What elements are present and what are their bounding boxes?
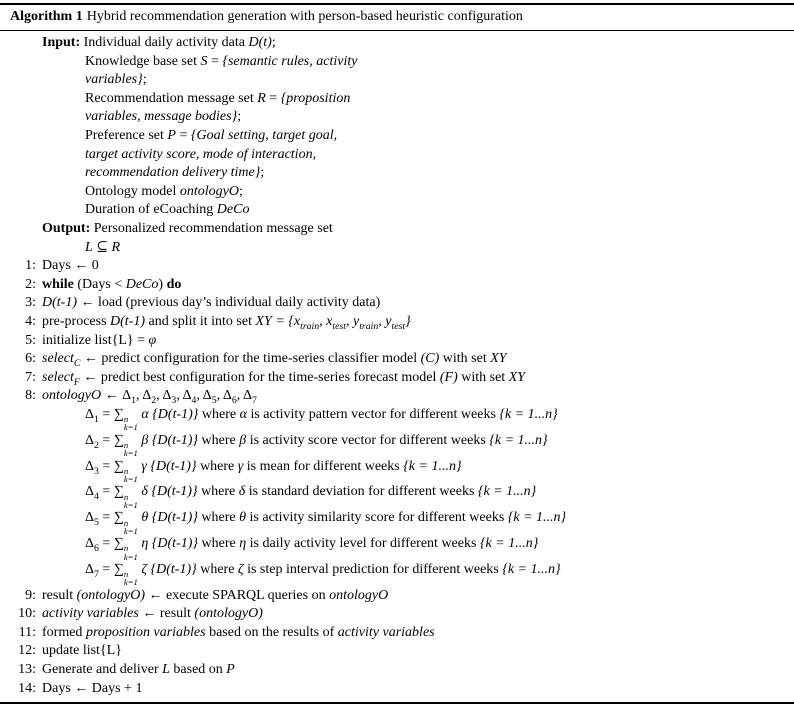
text-segment: = xyxy=(265,90,281,106)
text-segment: F xyxy=(73,376,80,388)
line-content xyxy=(42,387,786,406)
text-segment: = xyxy=(98,510,114,526)
text-segment: ∑ xyxy=(113,458,124,474)
text-segment: R xyxy=(257,90,266,106)
algorithm-text-line xyxy=(10,164,786,183)
algorithm-text-line xyxy=(10,71,786,90)
algorithm-step-line xyxy=(10,276,786,295)
line-content xyxy=(42,257,786,276)
line-content xyxy=(42,127,786,146)
text-segment xyxy=(124,544,138,561)
algorithm-text-line xyxy=(10,34,786,53)
text-segment: variables, message bodies} xyxy=(85,109,238,125)
text-segment: activity variables xyxy=(42,606,139,622)
text-segment: is standard deviation for different weeks xyxy=(245,484,478,500)
text-segment: ∑ xyxy=(113,432,124,448)
algorithm-step-line xyxy=(10,587,786,606)
text-segment: ontologyO xyxy=(42,388,102,404)
algorithm-text-line xyxy=(10,146,786,165)
text-segment: , y xyxy=(378,313,392,329)
text-segment: η xyxy=(239,536,247,552)
sum-lower-limit: k=1 xyxy=(123,525,138,536)
text-segment: ∑ xyxy=(113,406,124,422)
text-segment: , Δ xyxy=(176,388,192,404)
text-segment: 3 xyxy=(171,395,177,407)
text-segment: with set xyxy=(439,351,491,367)
text-segment: update list{L} xyxy=(42,643,122,659)
text-segment: formed xyxy=(42,624,86,640)
text-segment: C xyxy=(73,357,81,369)
line-content xyxy=(42,332,786,351)
text-segment: Duration of eCoaching xyxy=(85,202,217,218)
line-number: 10: xyxy=(18,606,36,622)
text-segment: D(t-1) xyxy=(110,313,146,329)
text-segment: Input: xyxy=(42,35,84,50)
text-segment: where xyxy=(196,458,238,474)
text-segment: initialize list{L} = xyxy=(42,332,149,348)
text-segment: , Δ xyxy=(136,388,152,404)
text-segment: is activity similarity score for different weeks xyxy=(246,510,508,526)
algorithm-step-line xyxy=(10,332,786,351)
text-segment: {proposition xyxy=(280,90,351,106)
text-segment: α {D(t-1)} xyxy=(141,406,199,422)
sum-lower-limit: k=1 xyxy=(123,551,138,562)
line-content xyxy=(42,90,786,109)
text-segment: Ontology model xyxy=(85,183,180,199)
line-content xyxy=(42,406,786,432)
text-segment: {k = 1...n} xyxy=(489,432,548,448)
text-segment: ) xyxy=(158,276,167,292)
text-segment: D(t-1) xyxy=(42,295,77,311)
text-segment: Δ xyxy=(85,536,95,552)
text-segment: δ {D(t-1)} xyxy=(141,484,198,500)
text-segment: {k = 1...n} xyxy=(499,406,558,422)
text-segment: is activity pattern vector for different weeks xyxy=(246,406,500,422)
text-segment: 1 xyxy=(131,395,137,407)
text-segment: α xyxy=(239,406,247,422)
text-segment: Recommendation message set xyxy=(85,90,258,106)
algorithm-step-line xyxy=(10,387,786,406)
text-segment: recommendation delivery time} xyxy=(85,165,261,181)
algorithm-step-line xyxy=(10,605,786,624)
text-segment: (C) xyxy=(420,351,440,367)
text-segment: = xyxy=(98,406,114,422)
algorithm-label: Algorithm 1 xyxy=(10,9,83,24)
text-segment: Δ xyxy=(85,406,95,422)
text-segment: where xyxy=(198,432,240,448)
text-segment: select xyxy=(42,369,74,385)
text-segment: {k = 1...n} xyxy=(507,510,567,526)
text-segment xyxy=(124,519,138,536)
text-segment: and split it into set xyxy=(145,313,256,329)
text-segment: train xyxy=(359,320,379,332)
algorithm-text-line xyxy=(10,108,786,127)
text-segment: Δ xyxy=(85,510,95,526)
text-segment: ← load (previous day’s individual daily activity data) xyxy=(77,295,381,311)
line-number: 2: xyxy=(25,276,36,292)
text-segment: η {D(t-1)} xyxy=(141,536,198,552)
text-segment: ; xyxy=(260,165,265,181)
line-number: 5: xyxy=(25,332,36,348)
text-segment: train xyxy=(300,320,320,332)
text-segment: ← result xyxy=(138,606,195,622)
text-segment: XY = {x xyxy=(255,313,301,329)
line-number: 11: xyxy=(18,624,36,640)
line-content xyxy=(42,108,786,127)
text-segment: is step interval prediction for different weeks xyxy=(243,561,503,577)
text-segment: Preference set xyxy=(85,127,168,143)
text-segment: ← execute SPARQL queries on xyxy=(145,587,330,603)
algorithm-step-line xyxy=(10,369,786,388)
line-content xyxy=(42,535,786,561)
text-segment: while xyxy=(42,276,74,292)
text-segment: , Δ xyxy=(236,388,252,404)
line-content xyxy=(42,587,786,606)
line-number: 14: xyxy=(18,680,36,696)
line-content xyxy=(42,53,786,72)
text-segment: P xyxy=(226,662,235,678)
algorithm-body xyxy=(0,31,794,702)
text-segment: {k = 1...n} xyxy=(479,536,539,552)
line-content xyxy=(42,483,786,509)
text-segment: , Δ xyxy=(156,388,172,404)
text-segment: result xyxy=(42,587,77,603)
text-segment: D(t) xyxy=(248,35,272,50)
text-segment: ∑ xyxy=(113,510,124,526)
text-segment: 5 xyxy=(94,516,99,528)
line-content xyxy=(42,369,786,388)
text-segment: test xyxy=(391,320,406,332)
text-segment: 5 xyxy=(211,395,217,407)
text-segment: ∑ xyxy=(113,561,124,577)
text-segment: activity variables xyxy=(337,624,435,640)
algorithm-step-line xyxy=(10,624,786,643)
line-number: 4: xyxy=(25,313,36,329)
line-content xyxy=(42,509,786,535)
text-segment: φ xyxy=(148,332,157,348)
text-segment: ; xyxy=(271,35,276,50)
algorithm-text-line xyxy=(10,535,786,561)
text-segment: where xyxy=(196,561,238,577)
sum-lower-limit: k=1 xyxy=(123,474,138,485)
text-segment: 7 xyxy=(251,395,257,407)
line-number: 6: xyxy=(25,351,36,367)
text-segment: where xyxy=(198,536,240,552)
sum-upper-limit: n xyxy=(123,569,129,580)
text-segment: based on the results of xyxy=(205,624,338,640)
text-segment: } xyxy=(405,313,411,329)
text-segment: is daily activity level for different weeks xyxy=(246,536,480,552)
text-segment: ; xyxy=(142,72,147,88)
text-segment: where xyxy=(198,406,240,422)
line-content xyxy=(42,432,786,458)
text-segment: Generate and deliver xyxy=(42,662,163,678)
line-content xyxy=(42,71,786,90)
text-segment: 2 xyxy=(151,395,157,407)
text-segment: (F) xyxy=(439,369,458,385)
algorithm-caption xyxy=(0,5,794,30)
text-segment: DeCo xyxy=(216,202,250,218)
text-segment: Δ xyxy=(85,458,95,474)
text-segment: target activity score, mode of interaction, xyxy=(85,146,317,162)
text-segment: Δ xyxy=(85,432,95,448)
text-segment: ; xyxy=(239,183,243,199)
algorithm-text-line xyxy=(10,90,786,109)
algorithm-step-line xyxy=(10,313,786,332)
line-content xyxy=(42,680,786,699)
text-segment xyxy=(124,441,138,458)
text-segment: Knowledge base set xyxy=(85,53,201,69)
text-segment: R xyxy=(111,239,121,255)
text-segment: = xyxy=(98,536,114,552)
text-segment: 1 xyxy=(94,413,99,425)
text-segment: ζ xyxy=(237,561,244,577)
text-segment: , x xyxy=(319,313,333,329)
text-segment: Δ xyxy=(85,561,95,577)
text-segment: L xyxy=(162,662,170,678)
line-number: 8: xyxy=(25,388,36,404)
text-segment: do xyxy=(166,276,182,292)
text-segment: {k = 1...n} xyxy=(403,458,462,474)
sum-upper-limit: n xyxy=(123,414,129,425)
line-number: 9: xyxy=(25,587,36,603)
sum-upper-limit: n xyxy=(123,543,129,554)
text-segment: θ {D(t-1)} xyxy=(141,510,198,526)
algorithm-text-line xyxy=(10,220,786,239)
text-segment: (Days < xyxy=(73,276,126,292)
text-segment: ; xyxy=(237,109,242,125)
line-content xyxy=(42,458,786,484)
algorithm-text-line xyxy=(10,509,786,535)
text-segment: ontologyO xyxy=(329,587,389,603)
text-segment: XY xyxy=(508,369,526,385)
algorithm-text-line xyxy=(10,127,786,146)
algorithm-step-line xyxy=(10,661,786,680)
line-content xyxy=(42,605,786,624)
algorithm-text-line xyxy=(10,406,786,432)
text-segment: Days ← Days + 1 xyxy=(42,680,143,696)
sum-upper-limit: n xyxy=(123,491,129,502)
text-segment: {k = 1...n} xyxy=(477,484,537,500)
text-segment: , Δ xyxy=(196,388,212,404)
text-segment: ∑ xyxy=(113,484,124,500)
line-content xyxy=(42,183,786,202)
text-segment: based on xyxy=(169,662,227,678)
text-segment: variables} xyxy=(85,72,143,88)
text-segment: , Δ xyxy=(216,388,232,404)
line-content xyxy=(42,624,786,643)
text-segment: ∑ xyxy=(113,536,124,552)
line-content xyxy=(42,276,786,295)
text-segment: ⊆ xyxy=(92,239,112,255)
line-content xyxy=(42,34,786,53)
algorithm-step-line xyxy=(10,350,786,369)
text-segment: = xyxy=(98,432,114,448)
text-segment: test xyxy=(332,320,346,332)
text-segment: is activity score vector for different weeks xyxy=(246,432,490,448)
text-segment: = xyxy=(175,127,191,143)
text-segment: Δ xyxy=(85,484,95,500)
text-segment xyxy=(124,570,138,587)
line-content xyxy=(42,642,786,661)
line-content xyxy=(42,350,786,369)
text-segment: ontologyO xyxy=(179,183,239,199)
algorithm-text-line xyxy=(10,483,786,509)
text-segment: with set xyxy=(457,369,509,385)
algorithm-step-line xyxy=(10,257,786,276)
algorithm-text-line xyxy=(10,239,786,258)
sum-lower-limit: k=1 xyxy=(123,448,138,459)
algorithm-title-text: Hybrid recommendation generation with person-based heuristic configuration xyxy=(86,9,523,24)
algorithm-text-line xyxy=(10,183,786,202)
line-number: 3: xyxy=(25,295,36,311)
text-segment: S xyxy=(200,53,208,69)
text-segment: Individual daily activity data xyxy=(83,35,249,50)
text-segment: 7 xyxy=(94,568,99,580)
text-segment: where xyxy=(197,484,239,500)
algorithm-text-line xyxy=(10,458,786,484)
algorithm-step-line xyxy=(10,294,786,313)
text-segment: (ontologyO) xyxy=(194,606,263,622)
text-segment: Output: xyxy=(42,220,94,236)
text-segment xyxy=(124,415,138,432)
text-segment: , y xyxy=(345,313,360,329)
text-segment: ← predict configuration for the time-series classifier model xyxy=(80,351,421,367)
line-content xyxy=(42,164,786,183)
text-segment xyxy=(124,467,138,484)
line-content xyxy=(42,561,786,587)
text-segment: = xyxy=(207,53,223,69)
line-content xyxy=(42,239,786,258)
text-segment: Days ← 0 xyxy=(42,258,99,274)
line-content xyxy=(42,220,786,239)
text-segment: 6 xyxy=(231,395,237,407)
text-segment: DeCo xyxy=(125,276,159,292)
text-segment: pre-process xyxy=(42,313,111,329)
algorithm-text-line xyxy=(10,53,786,72)
text-segment: where xyxy=(197,510,240,526)
text-segment: proposition variables xyxy=(85,624,206,640)
sum-lower-limit: k=1 xyxy=(123,499,138,510)
text-segment: select xyxy=(42,351,74,367)
text-segment: XY xyxy=(490,351,507,367)
text-segment: is mean for different weeks xyxy=(243,458,404,474)
text-segment: 3 xyxy=(94,465,99,477)
text-segment: {semantic rules, activity xyxy=(222,53,358,69)
text-segment: {k = 1...n} xyxy=(502,561,561,577)
line-content xyxy=(42,201,786,220)
algorithm-step-line xyxy=(10,642,786,661)
text-segment: 6 xyxy=(94,542,99,554)
line-number: 1: xyxy=(25,258,36,274)
algorithm-text-line xyxy=(10,561,786,587)
text-segment xyxy=(124,493,138,510)
line-content xyxy=(42,661,786,680)
line-content xyxy=(42,294,786,313)
text-segment: 4 xyxy=(191,395,197,407)
text-segment: ζ {D(t-1)} xyxy=(141,561,197,577)
text-segment: = xyxy=(98,561,114,577)
algorithm-text-line xyxy=(10,201,786,220)
text-segment: {Goal setting, target goal, xyxy=(190,127,338,143)
text-segment: Personalized recommendation message set xyxy=(93,220,333,236)
text-segment: P xyxy=(167,127,176,143)
line-number: 12: xyxy=(18,643,36,659)
algorithm-step-line xyxy=(10,680,786,699)
text-segment: = xyxy=(98,458,114,474)
text-segment: = xyxy=(98,484,114,500)
sum-upper-limit: n xyxy=(123,517,129,528)
text-segment: θ xyxy=(239,510,247,526)
algorithm-text-line xyxy=(10,432,786,458)
text-segment: L xyxy=(85,239,93,255)
line-number: 13: xyxy=(18,662,36,678)
line-content xyxy=(42,146,786,165)
text-segment: 4 xyxy=(94,491,99,503)
text-segment: β xyxy=(239,432,247,448)
text-segment: ← Δ xyxy=(101,388,132,404)
text-segment: β {D(t-1)} xyxy=(141,432,199,448)
text-segment: γ xyxy=(237,458,244,474)
text-segment: 2 xyxy=(94,439,99,451)
sum-lower-limit: k=1 xyxy=(123,422,138,433)
text-segment: ← predict best configuration for the time-series forecast model xyxy=(79,369,440,385)
sum-upper-limit: n xyxy=(123,440,129,451)
sum-lower-limit: k=1 xyxy=(123,577,138,588)
text-segment: (ontologyO) xyxy=(76,587,146,603)
text-segment: γ {D(t-1)} xyxy=(141,458,197,474)
line-content xyxy=(42,313,786,332)
line-number: 7: xyxy=(25,369,36,385)
sum-upper-limit: n xyxy=(123,465,129,476)
text-segment: δ xyxy=(238,484,246,500)
